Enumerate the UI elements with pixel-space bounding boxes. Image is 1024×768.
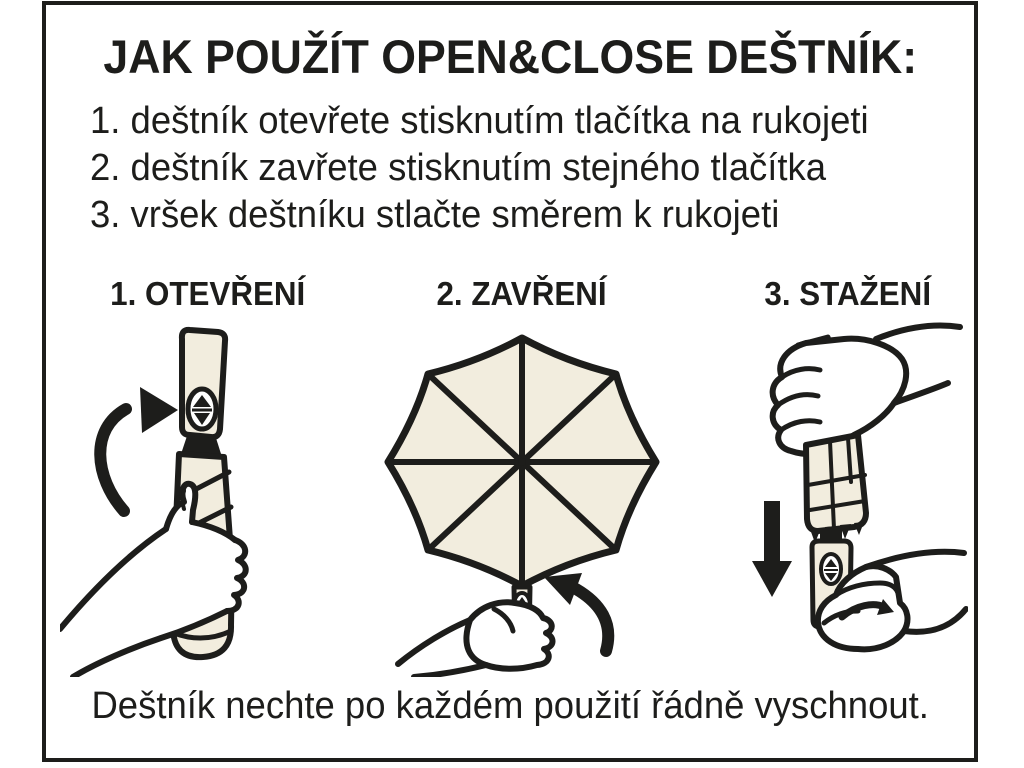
page-title-text: JAK POUŽÍT OPEN&CLOSE DEŠTNÍK: <box>103 30 917 83</box>
pulling-down-illustration <box>728 317 968 677</box>
instruction-card <box>42 1 978 762</box>
opening-illustration <box>60 317 356 677</box>
curved-arrow-icon <box>100 387 178 511</box>
step-1: 1. deštník otevřete stisknutím tlačítka na rukojeti <box>90 100 869 142</box>
figure-opening <box>60 275 356 677</box>
open-umbrella-top-view <box>388 338 656 586</box>
figure-pulling-down <box>728 275 968 677</box>
figure-pulling-down-label: 3. STAŽENÍ <box>764 275 932 312</box>
figure-opening-label: 1. OTEVŘENÍ <box>110 275 306 312</box>
footer-note <box>46 685 974 728</box>
umbrella-handle <box>182 330 225 437</box>
open-close-button-icon <box>821 554 841 584</box>
page-title <box>46 29 974 84</box>
open-close-button-icon <box>188 389 216 429</box>
figure-closing-label: 2. ZAVŘENÍ <box>436 275 608 312</box>
figure-closing <box>368 275 676 677</box>
hand-holding-handle <box>398 602 553 677</box>
footer-note-text: Deštník nechte po každém použití řádně vyschnout. <box>91 685 929 727</box>
step-2: 2. deštník zavřete stisknutím stejného tlačítka <box>90 147 827 189</box>
step-3: 3. vršek deštníku stlačte směrem k rukojeti <box>90 194 780 236</box>
closing-illustration <box>368 317 676 677</box>
instruction-steps <box>90 98 974 239</box>
figures-row <box>46 275 974 677</box>
folded-umbrella-canopy <box>806 435 866 543</box>
upper-hand-gripping-top <box>773 326 960 455</box>
down-arrow-icon <box>752 501 792 597</box>
